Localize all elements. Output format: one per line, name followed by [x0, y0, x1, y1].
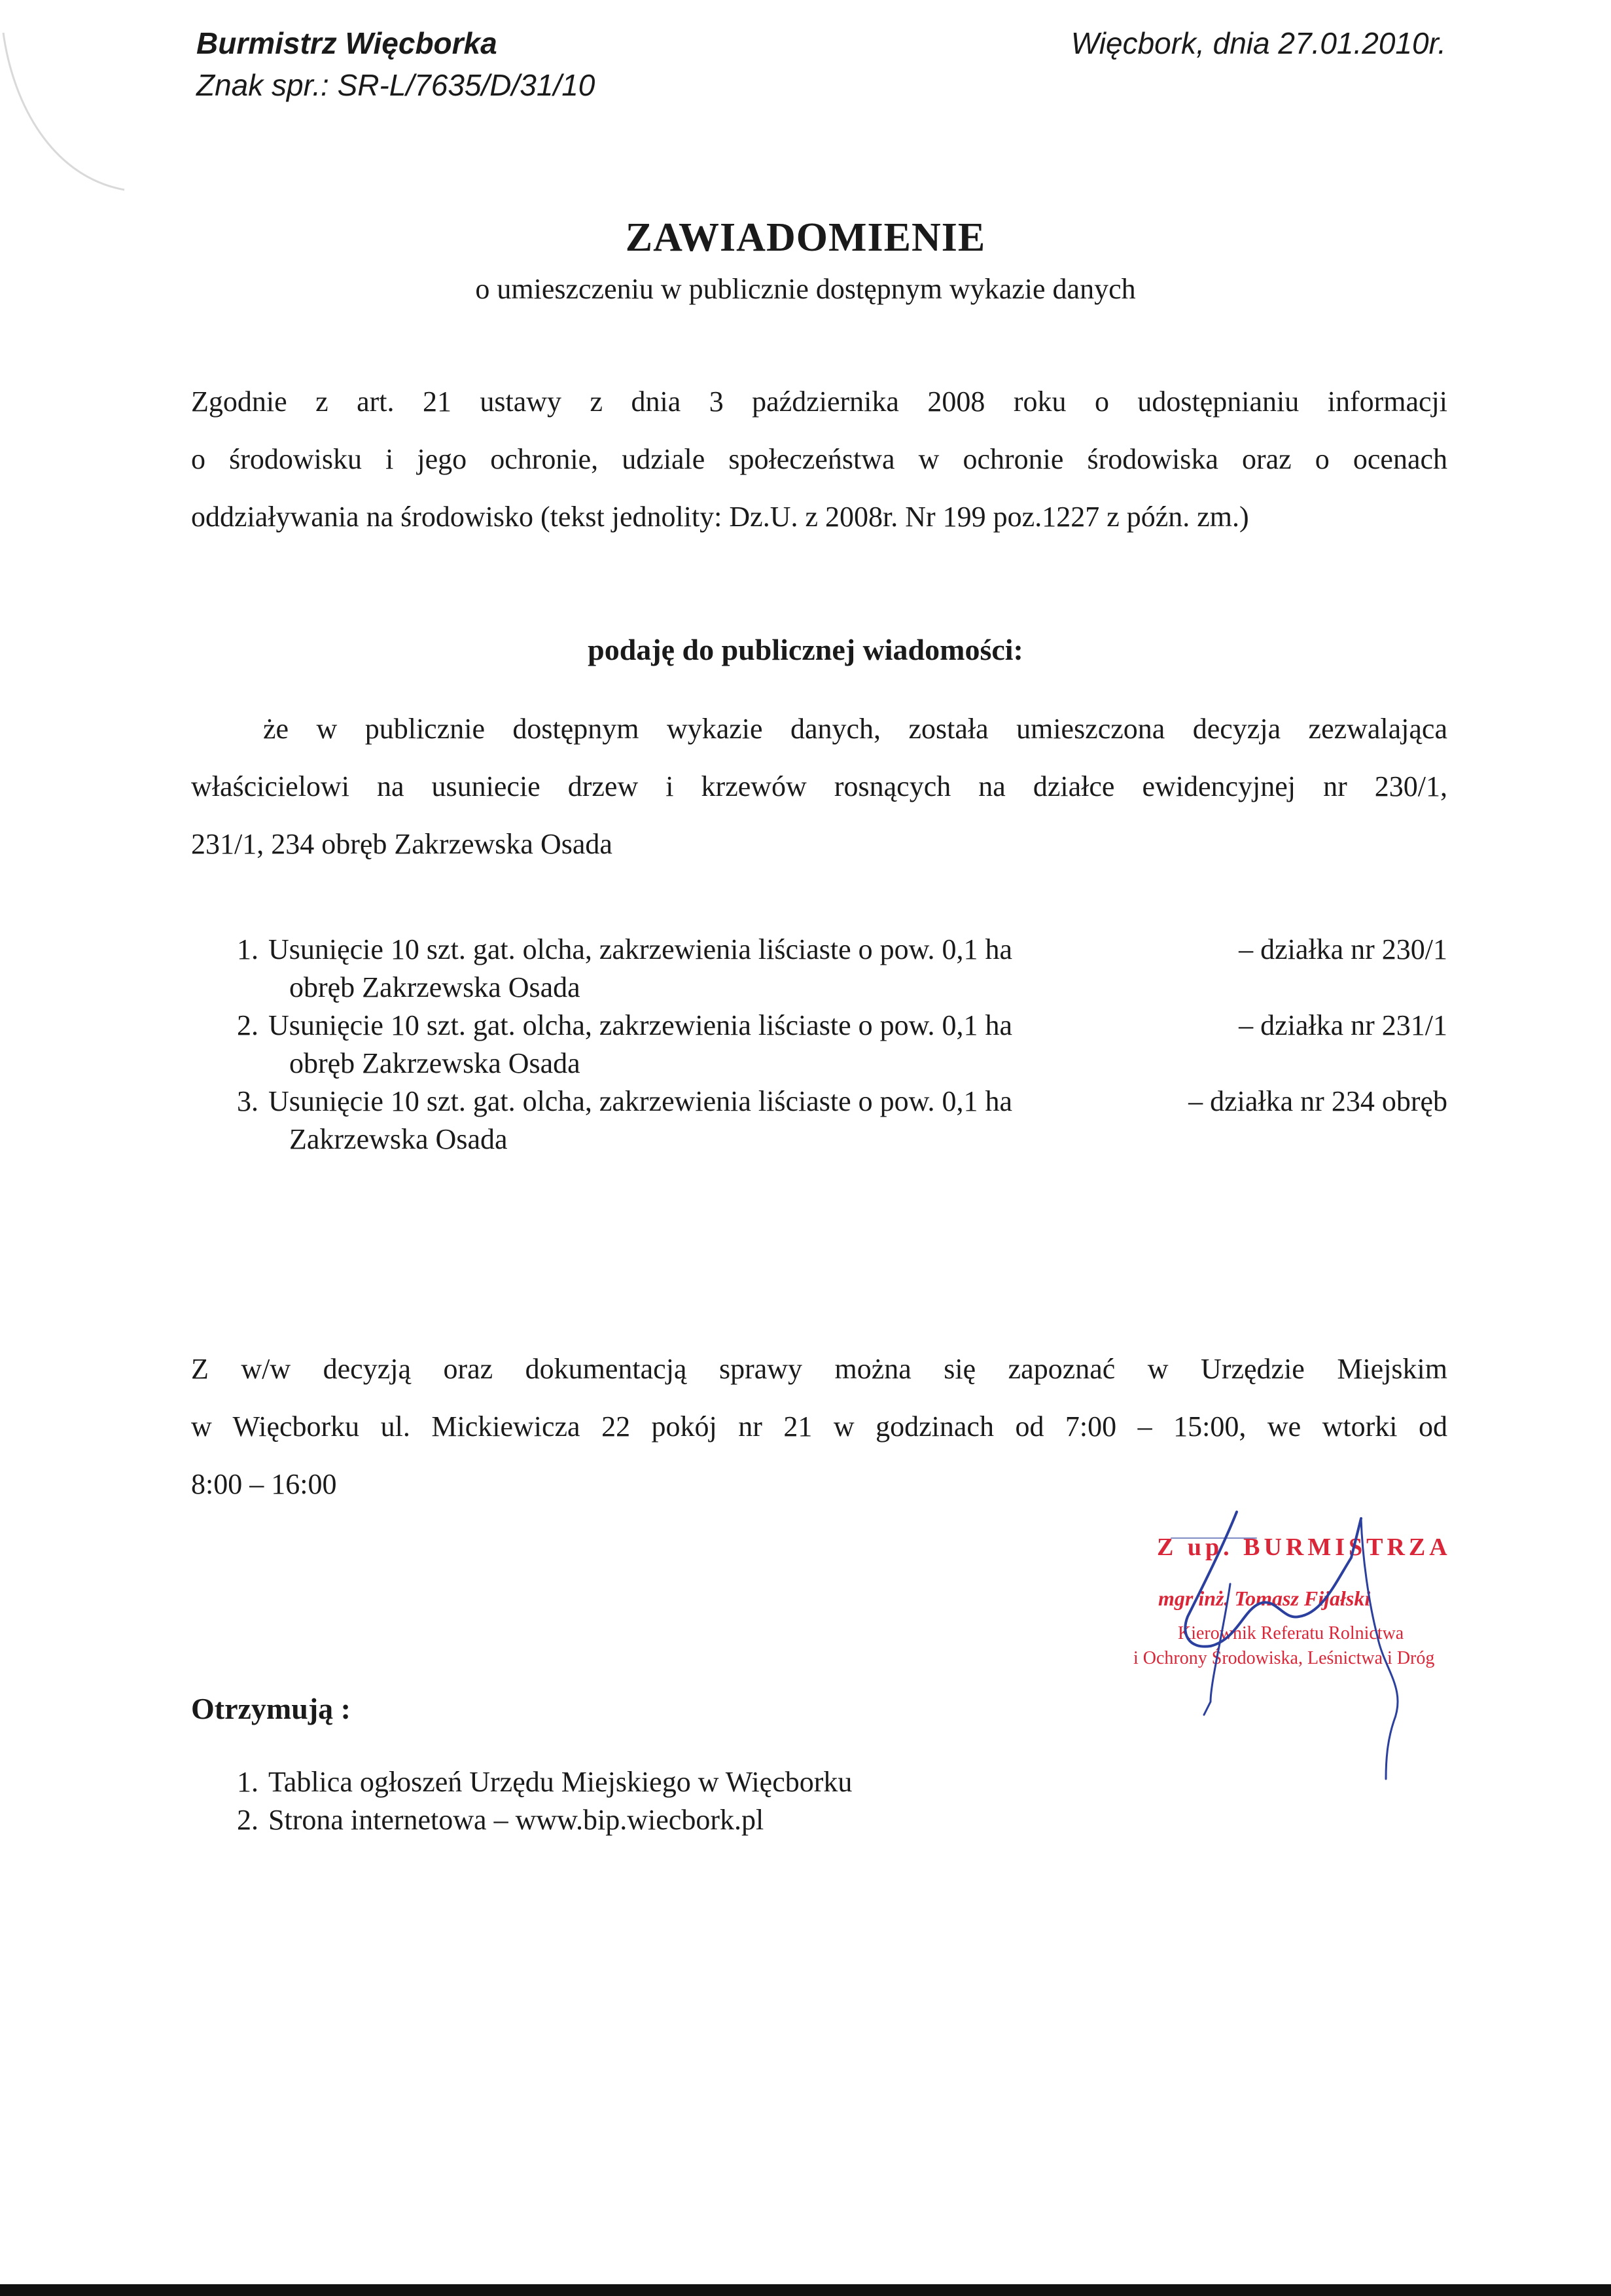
- closing-paragraph: [191, 1340, 1447, 1513]
- recipient-number: 2.: [237, 1804, 258, 1836]
- item-continuation: obręb Zakrzewska Osada: [289, 971, 580, 1003]
- recipient-text: Tablica ogłoszeń Urzędu Miejskiego w Więcborku: [268, 1766, 853, 1798]
- item-number: 1.: [237, 933, 258, 965]
- list-item: [237, 1801, 852, 1839]
- paragraph-line: że w publicznie dostępnym wykazie danych, została umieszczona decyzja zezwalająca: [263, 713, 1447, 745]
- paragraph-line: właścicielowi na usuniecie drzew i krzewów rosnących na działce ewidencyjnej nr 230/1,: [191, 770, 1447, 802]
- recipients-heading: Otrzymują :: [191, 1692, 351, 1725]
- item-continuation: obręb Zakrzewska Osada: [289, 1047, 580, 1079]
- scan-bottom-edge: [0, 2284, 1611, 2296]
- list-item: [237, 1007, 1447, 1083]
- case-reference: Znak spr.: SR-L/7635/D/31/10: [196, 68, 595, 102]
- stamp-role: Kierownik Referatu Rolnictwa: [1178, 1623, 1404, 1643]
- stamp-role: i Ochrony Środowiska, Leśnictwa i Dróg: [1133, 1648, 1435, 1668]
- announcement-heading: podaję do publicznej wiadomości:: [588, 633, 1023, 666]
- place-and-date: Więcbork, dnia 27.01.2010r.: [1071, 26, 1446, 60]
- decision-paragraph: [191, 700, 1447, 873]
- paragraph-line: w Więcborku ul. Mickiewicza 22 pokój nr 21 w godzinach od 7:00 – 15:00, we wtorki od: [191, 1410, 1447, 1443]
- item-continuation: Zakrzewska Osada: [289, 1123, 508, 1155]
- recipient-number: 1.: [237, 1766, 258, 1798]
- legal-basis-paragraph: [191, 373, 1447, 546]
- recipient-text: Strona internetowa – www.bip.wiecbork.pl: [268, 1804, 764, 1836]
- paragraph-line: Z w/w decyzją oraz dokumentacją sprawy można się zapoznać w Urzędzie Miejskim: [191, 1353, 1447, 1385]
- document-subtitle: o umieszczeniu w publicznie dostępnym wykazie danych: [475, 273, 1136, 305]
- removal-items-list: [237, 931, 1447, 1158]
- scan-edge-curve: [0, 26, 131, 196]
- item-plot: – działka nr 231/1: [1239, 1009, 1447, 1041]
- item-number: 3.: [237, 1085, 258, 1117]
- paragraph-line: o środowisku i jego ochronie, udziale społeczeństwa w ochronie środowiska oraz o ocenach: [191, 443, 1447, 475]
- issuer-name: Burmistrz Więcborka: [196, 26, 497, 60]
- stamp-official-name: mgr inż. Tomasz Fijałski: [1158, 1587, 1371, 1610]
- official-stamp: [1125, 1505, 1498, 1780]
- handwritten-signature: [1125, 1505, 1498, 1780]
- item-description: Usunięcie 10 szt. gat. olcha, zakrzewienia liściaste o pow. 0,1 ha: [268, 1085, 1013, 1117]
- recipients-list: [237, 1763, 852, 1839]
- document-title: ZAWIADOMIENIE: [625, 215, 986, 260]
- paragraph-line: oddziaływania na środowisko (tekst jednolity: Dz.U. z 2008r. Nr 199 poz.1227 z późn. zm.): [191, 501, 1249, 533]
- paragraph-line: Zgodnie z art. 21 ustawy z dnia 3 października 2008 roku o udostępnianiu informacji: [191, 386, 1447, 418]
- item-description: Usunięcie 10 szt. gat. olcha, zakrzewienia liściaste o pow. 0,1 ha: [268, 1009, 1013, 1041]
- paragraph-line: 8:00 – 16:00: [191, 1468, 337, 1500]
- list-item: [237, 1763, 852, 1801]
- list-item: [237, 1083, 1447, 1158]
- item-plot: – działka nr 234 obręb: [1188, 1085, 1447, 1117]
- item-plot: – działka nr 230/1: [1239, 933, 1447, 965]
- item-description: Usunięcie 10 szt. gat. olcha, zakrzewienia liściaste o pow. 0,1 ha: [268, 933, 1013, 965]
- paragraph-line: 231/1, 234 obręb Zakrzewska Osada: [191, 828, 612, 860]
- stamp-authority: Z up. BURMISTRZA: [1157, 1534, 1451, 1561]
- list-item: [237, 931, 1447, 1007]
- item-number: 2.: [237, 1009, 258, 1041]
